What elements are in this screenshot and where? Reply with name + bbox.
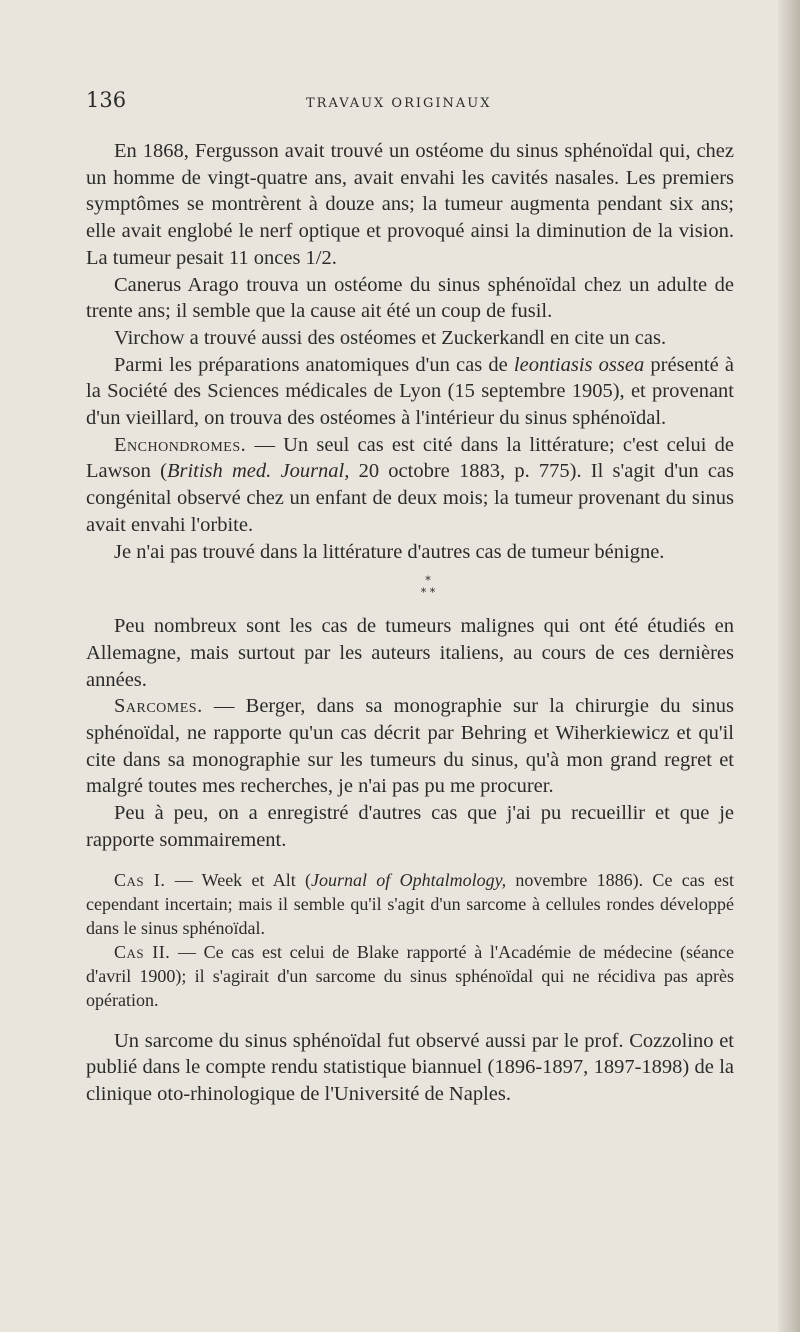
text-segment: Parmi les préparations anatomiques d'un cas de [114,353,514,376]
paragraph-malignant-intro: Peu nombreux sont les cas de tumeurs malignes qui ont été étudiés en Allemagne, mais surtout par les auteurs italiens, au cours de ces dernières années. [86,615,734,691]
case-2-label: Cas II. [114,941,171,962]
paragraph-arago: Canerus Arago trouva un ostéome du sinus sphénoïdal chez un adulte de trente ans; il semble que la cause ait été un coup de fusil. [86,273,734,323]
separator-stars-bottom: * * [420,586,436,600]
spacer [86,1012,734,1028]
paragraph-enchondromes [86,432,734,539]
running-head: TRAVAUX ORIGINAUX [306,96,492,111]
italic-citation: British med. Journal, [166,460,350,483]
paragraph-cases-intro: Peu à peu, on a enregistré d'autres cas que j'ai pu recueillir et que je rapporte sommairement. [86,802,734,851]
case-2 [86,940,734,1012]
text-segment: — Week et Alt ( [165,869,312,890]
paragraph-virchow: Virchow a trouvé aussi des ostéomes et Zuckerkandl en cite un cas. [114,326,667,349]
text-segment: novembre 1886). Ce cas est cependant incertain; mais il semble qu'il s'agit d'un sarcome à cellules rondes développé dans le sinus sphénoïdal. [86,869,734,938]
text-segment: présenté à la Société des Sciences médicales de Lyon (15 septembre 1905), et provenant d'un vieillard, on trouva des ostéomes à l'intérieur du sinus sphénoïdal. [86,353,734,430]
paragraph-fergusson: En 1868, Fergusson avait trouvé un ostéome du sinus sphénoïdal qui, chez un homme de vingt-quatre ans, avait envahi les cavités nasales. Les premiers symptômes se montrèrent à douze ans; la tumeur augmenta pendant six ans; elle avait englobé le nerf optique et provoqué ainsi la diminution de la vision. La tumeur pesait 11 onces 1/2. [86,140,734,269]
case-1 [86,868,734,940]
paragraph-sarcomes [86,693,734,800]
section-heading-sarcomes: Sarcomes. [114,695,203,718]
paragraph-cozzolino: Un sarcome du sinus sphénoïdal fut observé aussi par le prof. Cozzolino et publié dans le compte rendu statistique biannuel (1896-1897, 1897-1898) de la clinique oto-rhinologique de l'Université de Naples. [86,1029,734,1105]
paragraph-leontiasis [86,352,734,432]
italic-citation: Journal of Ophtalmology, [311,869,507,890]
text-segment: — Ce cas est celui de Blake rapporté à l'Académie de médecine (séance d'avril 1900); il s'agirait d'un sarcome du sinus sphénoïdal qui ne récidiva pas après opération. [86,941,734,1010]
text-segment: 20 octobre 1883, p. 775). Il s'agit d'un cas congénital observé chez un enfant de deux mois; la tumeur provenant du sinus avait envahi l'orbite. [86,460,734,536]
separator-star-top: * [425,574,431,588]
text-segment: — Berger, dans sa monographie sur la chirurgie du sinus sphénoïdal, ne rapporte qu'un cas décrit par Behring et Wiherkiewicz et qu'il cite dans sa monographie sur les tumeurs du sinus, qu'à mon grand regret et malgré toutes mes recherches, je n'ai pas pu me procurer. [86,695,734,798]
text-segment: — Un seul cas est cité dans la littérature; c'est celui de Lawson ( [86,433,734,483]
section-separator [122,575,734,599]
page-edge-shadow [778,0,800,1332]
spacer [86,854,734,868]
section-heading-enchondromes: Enchondromes. [114,433,247,456]
italic-term: leontiasis ossea [513,353,645,376]
paragraph-benign-conclusion: Je n'ai pas trouvé dans la littérature d'autres cas de tumeur bénigne. [114,540,665,563]
page-number: 136 [86,88,127,112]
case-1-label: Cas I. [114,869,166,890]
page-header [86,88,734,118]
book-page [86,88,734,1108]
